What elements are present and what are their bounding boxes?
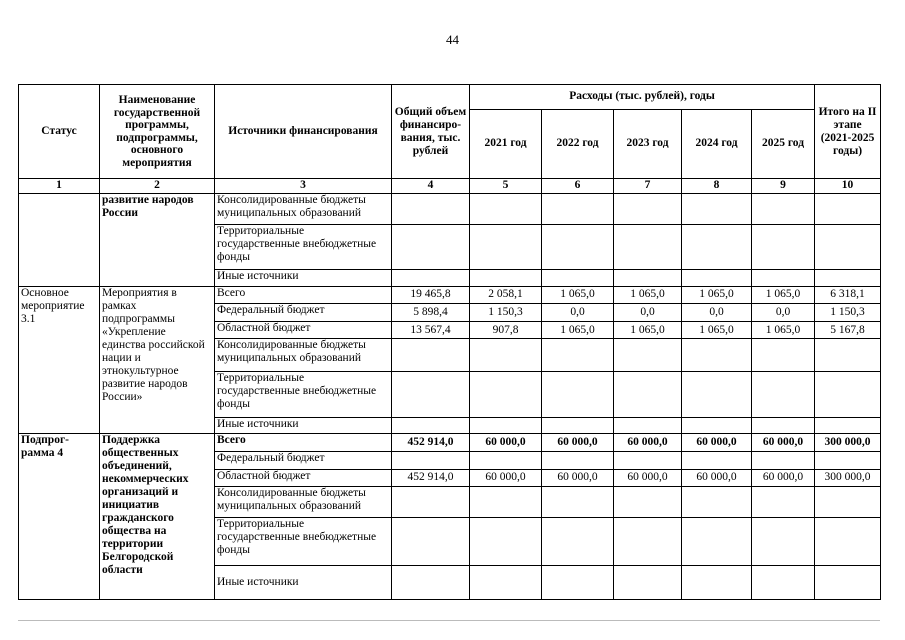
year-2024-cell: 1 065,0 — [682, 286, 752, 304]
header-name: Наименование государственной программы, подпрограммы, основного мероприятия — [100, 85, 215, 179]
year-2021-cell: 907,8 — [470, 321, 542, 339]
column-numbers-row — [19, 179, 881, 193]
year-2023-cell: 60 000,0 — [614, 434, 682, 452]
source-cell: Федеральный бюджет — [215, 452, 392, 470]
column-number: 9 — [752, 179, 815, 193]
column-number: 5 — [470, 179, 542, 193]
year-2022-cell: 0,0 — [542, 304, 614, 322]
column-number: 6 — [542, 179, 614, 193]
source-cell: Консолидированные бюджеты муниципальных образований — [215, 487, 392, 518]
year-2025-cell: 1 065,0 — [752, 286, 815, 304]
year-2022-cell: 1 065,0 — [542, 286, 614, 304]
itogo-cell: 300 000,0 — [815, 434, 881, 452]
total-cell: 452 914,0 — [392, 434, 470, 452]
source-cell: Территориальные государственные внебюджетные фонды — [215, 372, 392, 418]
year-2023-cell: 60 000,0 — [614, 469, 682, 487]
source-cell: Иные источники — [215, 565, 392, 599]
source-cell: Консолидированные бюджеты муниципальных образований — [215, 339, 392, 372]
source-cell: Консолидированные бюджеты муниципальных образований — [215, 193, 392, 224]
column-number: 7 — [614, 179, 682, 193]
itogo-cell: 5 167,8 — [815, 321, 881, 339]
page-bottom-divider — [18, 620, 880, 621]
total-cell: 452 914,0 — [392, 469, 470, 487]
year-2021-cell: 60 000,0 — [470, 434, 542, 452]
year-2022-cell: 60 000,0 — [542, 469, 614, 487]
year-2023-cell: 0,0 — [614, 304, 682, 322]
source-cell: Всего — [215, 434, 392, 452]
year-2024-cell: 0,0 — [682, 304, 752, 322]
header-year-2025: 2025 год — [752, 109, 815, 178]
source-cell: Территориальные государственные внебюджетные фонды — [215, 224, 392, 270]
year-2024-cell: 60 000,0 — [682, 469, 752, 487]
itogo-cell: 6 318,1 — [815, 286, 881, 304]
source-cell: Областной бюджет — [215, 469, 392, 487]
source-cell: Иные источники — [215, 270, 392, 287]
source-cell: Территориальные государственные внебюджетные фонды — [215, 518, 392, 566]
header-itogo: Итого на II этапе (2021-2025 годы) — [815, 85, 881, 179]
year-2022-cell: 60 000,0 — [542, 434, 614, 452]
column-number: 2 — [100, 179, 215, 193]
status-cell: Подпрог-рамма 4 — [19, 434, 100, 600]
header-sources: Источники финансирования — [215, 85, 392, 179]
column-number: 8 — [682, 179, 752, 193]
source-cell: Областной бюджет — [215, 321, 392, 339]
total-cell: 19 465,8 — [392, 286, 470, 304]
header-expenses: Расходы (тыс. рублей), годы — [470, 85, 815, 110]
page-number: 44 — [446, 32, 459, 47]
financing-table — [18, 84, 881, 600]
year-2024-cell: 1 065,0 — [682, 321, 752, 339]
year-2022-cell: 1 065,0 — [542, 321, 614, 339]
year-2025-cell: 0,0 — [752, 304, 815, 322]
year-2024-cell: 60 000,0 — [682, 434, 752, 452]
year-2025-cell: 60 000,0 — [752, 469, 815, 487]
itogo-cell: 300 000,0 — [815, 469, 881, 487]
total-cell: 13 567,4 — [392, 321, 470, 339]
year-2021-cell: 2 058,1 — [470, 286, 542, 304]
year-2023-cell: 1 065,0 — [614, 286, 682, 304]
program-name-cell: Поддержка общественных объединений, некоммерческих организаций и инициатив гражданского общества на территории Белгородской области — [100, 434, 215, 600]
header-year-2021: 2021 год — [470, 109, 542, 178]
column-number: 1 — [19, 179, 100, 193]
header-total-volume: Общий объем финансиро-вания, тыс. рублей — [392, 85, 470, 179]
year-2025-cell: 60 000,0 — [752, 434, 815, 452]
itogo-cell: 1 150,3 — [815, 304, 881, 322]
year-2025-cell: 1 065,0 — [752, 321, 815, 339]
source-cell: Федеральный бюджет — [215, 304, 392, 322]
table-row — [19, 286, 881, 304]
header-status: Статус — [19, 85, 100, 179]
header-year-2024: 2024 год — [682, 109, 752, 178]
table-row — [19, 434, 881, 452]
status-cell: Основное мероприятие 3.1 — [19, 286, 100, 434]
column-number: 3 — [215, 179, 392, 193]
header-row-1 — [19, 85, 881, 110]
program-name-cell: развитие народов России — [100, 193, 215, 286]
column-number: 4 — [392, 179, 470, 193]
column-number: 10 — [815, 179, 881, 193]
year-2021-cell: 1 150,3 — [470, 304, 542, 322]
year-2021-cell: 60 000,0 — [470, 469, 542, 487]
table-row — [19, 193, 881, 224]
year-2023-cell: 1 065,0 — [614, 321, 682, 339]
program-name-cell: Мероприятия в рамках подпрограммы «Укрепление единства российской нации и этнокультурное развитие народов России» — [100, 286, 215, 434]
total-cell: 5 898,4 — [392, 304, 470, 322]
header-year-2022: 2022 год — [542, 109, 614, 178]
status-cell — [19, 193, 100, 286]
header-year-2023: 2023 год — [614, 109, 682, 178]
source-cell: Всего — [215, 286, 392, 304]
source-cell: Иные источники — [215, 417, 392, 434]
